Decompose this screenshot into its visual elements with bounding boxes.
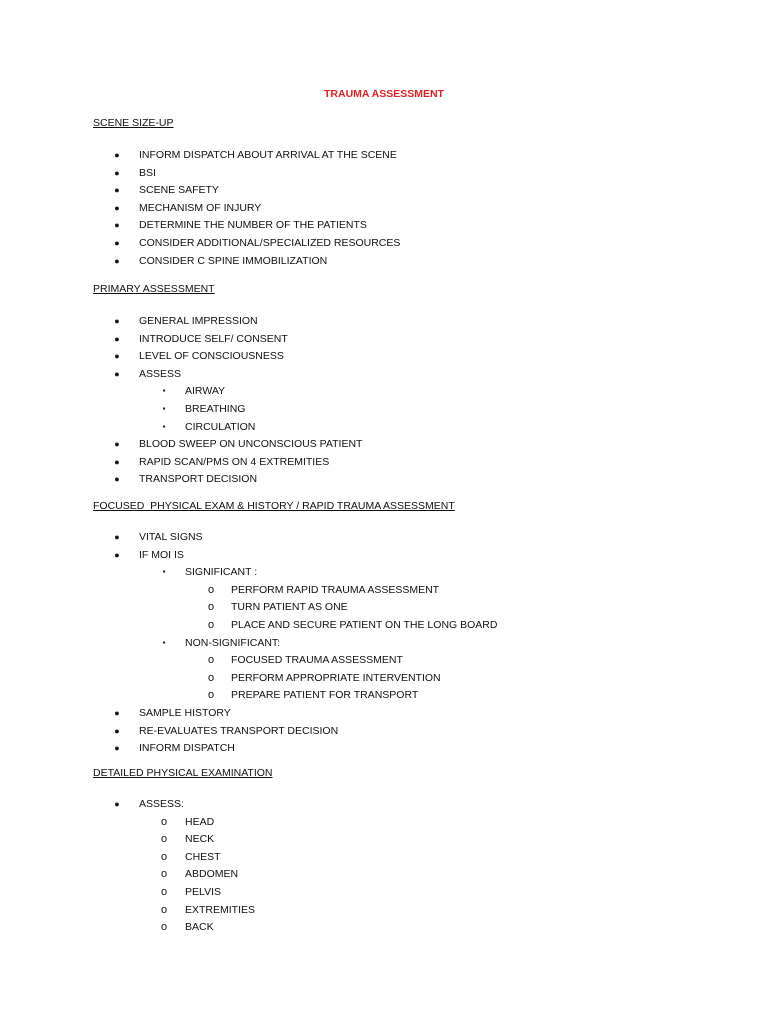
circle-bullet-icon: o bbox=[207, 583, 215, 596]
bullet-icon: ● bbox=[114, 549, 120, 560]
list-item: ASSESS bbox=[139, 367, 182, 380]
list-item: RAPID SCAN/PMS ON 4 EXTREMITIES bbox=[139, 455, 330, 468]
circle-bullet-icon: o bbox=[160, 921, 168, 934]
circle-bullet-icon: o bbox=[207, 689, 215, 702]
list-item: NECK bbox=[185, 833, 215, 846]
list-item: SIGNIFICANT : bbox=[185, 566, 258, 579]
bullet-icon: ● bbox=[114, 220, 120, 231]
list-item: BACK bbox=[185, 921, 214, 934]
list-item: SAMPLE HISTORY bbox=[139, 707, 231, 719]
list-item: MECHANISM OF INJURY bbox=[139, 201, 262, 214]
list-item: AIRWAY bbox=[185, 385, 226, 398]
list-item: INTRODUCE SELF/ CONSENT bbox=[139, 332, 288, 345]
bullet-icon: ● bbox=[114, 474, 120, 485]
document-title: TRAUMA ASSESSMENT bbox=[324, 88, 444, 100]
bullet-icon: ● bbox=[114, 316, 120, 326]
list-item: PERFORM APPROPRIATE INTERVENTION bbox=[231, 671, 441, 684]
circle-bullet-icon: o bbox=[207, 671, 215, 684]
bullet-icon: ● bbox=[114, 708, 120, 718]
list-item: IF MOI IS bbox=[139, 548, 184, 561]
list-item: BREATHING bbox=[185, 403, 246, 415]
list-item: PLACE AND SECURE PATIENT ON THE LONG BOARD bbox=[231, 619, 498, 631]
square-bullet-icon: ▪ bbox=[162, 637, 166, 647]
circle-bullet-icon: o bbox=[207, 654, 215, 667]
circle-bullet-icon: o bbox=[207, 601, 215, 614]
bullet-icon: ● bbox=[114, 185, 120, 196]
list-item: TURN PATIENT AS ONE bbox=[231, 601, 348, 614]
square-bullet-icon: ▪ bbox=[162, 421, 166, 431]
circle-bullet-icon: o bbox=[160, 815, 168, 828]
bullet-icon: ● bbox=[114, 456, 120, 467]
bullet-icon: ● bbox=[114, 532, 120, 542]
list-item: DETERMINE THE NUMBER OF THE PATIENTS bbox=[139, 219, 367, 232]
list-item: NON-SIGNIFICANT: bbox=[185, 636, 281, 649]
bullet-icon: ● bbox=[114, 799, 120, 809]
list-item: FOCUSED TRAUMA ASSESSMENT bbox=[231, 654, 403, 667]
circle-bullet-icon: o bbox=[160, 850, 168, 863]
list-item: BSI bbox=[139, 166, 156, 179]
list-item: LEVEL OF CONSCIOUSNESS bbox=[139, 350, 284, 363]
bullet-icon: ● bbox=[114, 202, 120, 213]
bullet-icon: ● bbox=[114, 439, 120, 450]
bullet-icon: ● bbox=[114, 368, 120, 379]
list-item: CIRCULATION bbox=[185, 420, 256, 433]
list-item: GENERAL IMPRESSION bbox=[139, 315, 258, 327]
list-item: SCENE SAFETY bbox=[139, 184, 219, 197]
list-item: CONSIDER C SPINE IMMOBILIZATION bbox=[139, 254, 328, 267]
list-item: HEAD bbox=[185, 815, 215, 828]
square-bullet-icon: ▪ bbox=[162, 386, 166, 396]
circle-bullet-icon: o bbox=[207, 619, 215, 631]
bullet-icon: ● bbox=[114, 238, 120, 248]
list-item: PERFORM RAPID TRAUMA ASSESSMENT bbox=[231, 583, 440, 596]
bullet-icon: ● bbox=[114, 150, 120, 160]
list-item: INFORM DISPATCH bbox=[139, 742, 235, 755]
list-item: RE-EVALUATES TRANSPORT DECISION bbox=[139, 724, 339, 737]
list-item: INFORM DISPATCH ABOUT ARRIVAL AT THE SCENE bbox=[139, 149, 397, 161]
circle-bullet-icon: o bbox=[160, 903, 168, 916]
square-bullet-icon: ▪ bbox=[162, 567, 166, 577]
list-item: TRANSPORT DECISION bbox=[139, 473, 258, 486]
bullet-icon: ● bbox=[114, 351, 120, 362]
list-item: VITAL SIGNS bbox=[139, 531, 203, 543]
section-heading: FOCUSED PHYSICAL EXAM & HISTORY / RAPID TRAUMA ASSESSMENT bbox=[93, 500, 455, 512]
bullet-icon: ● bbox=[114, 333, 120, 344]
list-item: ABDOMEN bbox=[185, 868, 239, 881]
list-item: BLOOD SWEEP ON UNCONSCIOUS PATIENT bbox=[139, 438, 363, 451]
bullet-icon: ● bbox=[114, 725, 120, 736]
circle-bullet-icon: o bbox=[160, 833, 168, 846]
circle-bullet-icon: o bbox=[160, 886, 168, 898]
section-heading: PRIMARY ASSESSMENT bbox=[93, 283, 215, 295]
list-item: EXTREMITIES bbox=[185, 903, 256, 916]
list-item: CHEST bbox=[185, 850, 221, 863]
bullet-icon: ● bbox=[114, 255, 120, 266]
square-bullet-icon: ▪ bbox=[162, 404, 166, 413]
section-heading: DETAILED PHYSICAL EXAMINATION bbox=[93, 767, 273, 779]
bullet-icon: ● bbox=[114, 167, 120, 178]
list-item: PREPARE PATIENT FOR TRANSPORT bbox=[231, 689, 419, 702]
bullet-icon: ● bbox=[114, 743, 120, 754]
circle-bullet-icon: o bbox=[160, 868, 168, 881]
list-item: CONSIDER ADDITIONAL/SPECIALIZED RESOURCES bbox=[139, 237, 401, 249]
section-heading: SCENE SIZE-UP bbox=[93, 117, 174, 129]
list-item: ASSESS: bbox=[139, 798, 184, 810]
list-item: PELVIS bbox=[185, 886, 221, 898]
